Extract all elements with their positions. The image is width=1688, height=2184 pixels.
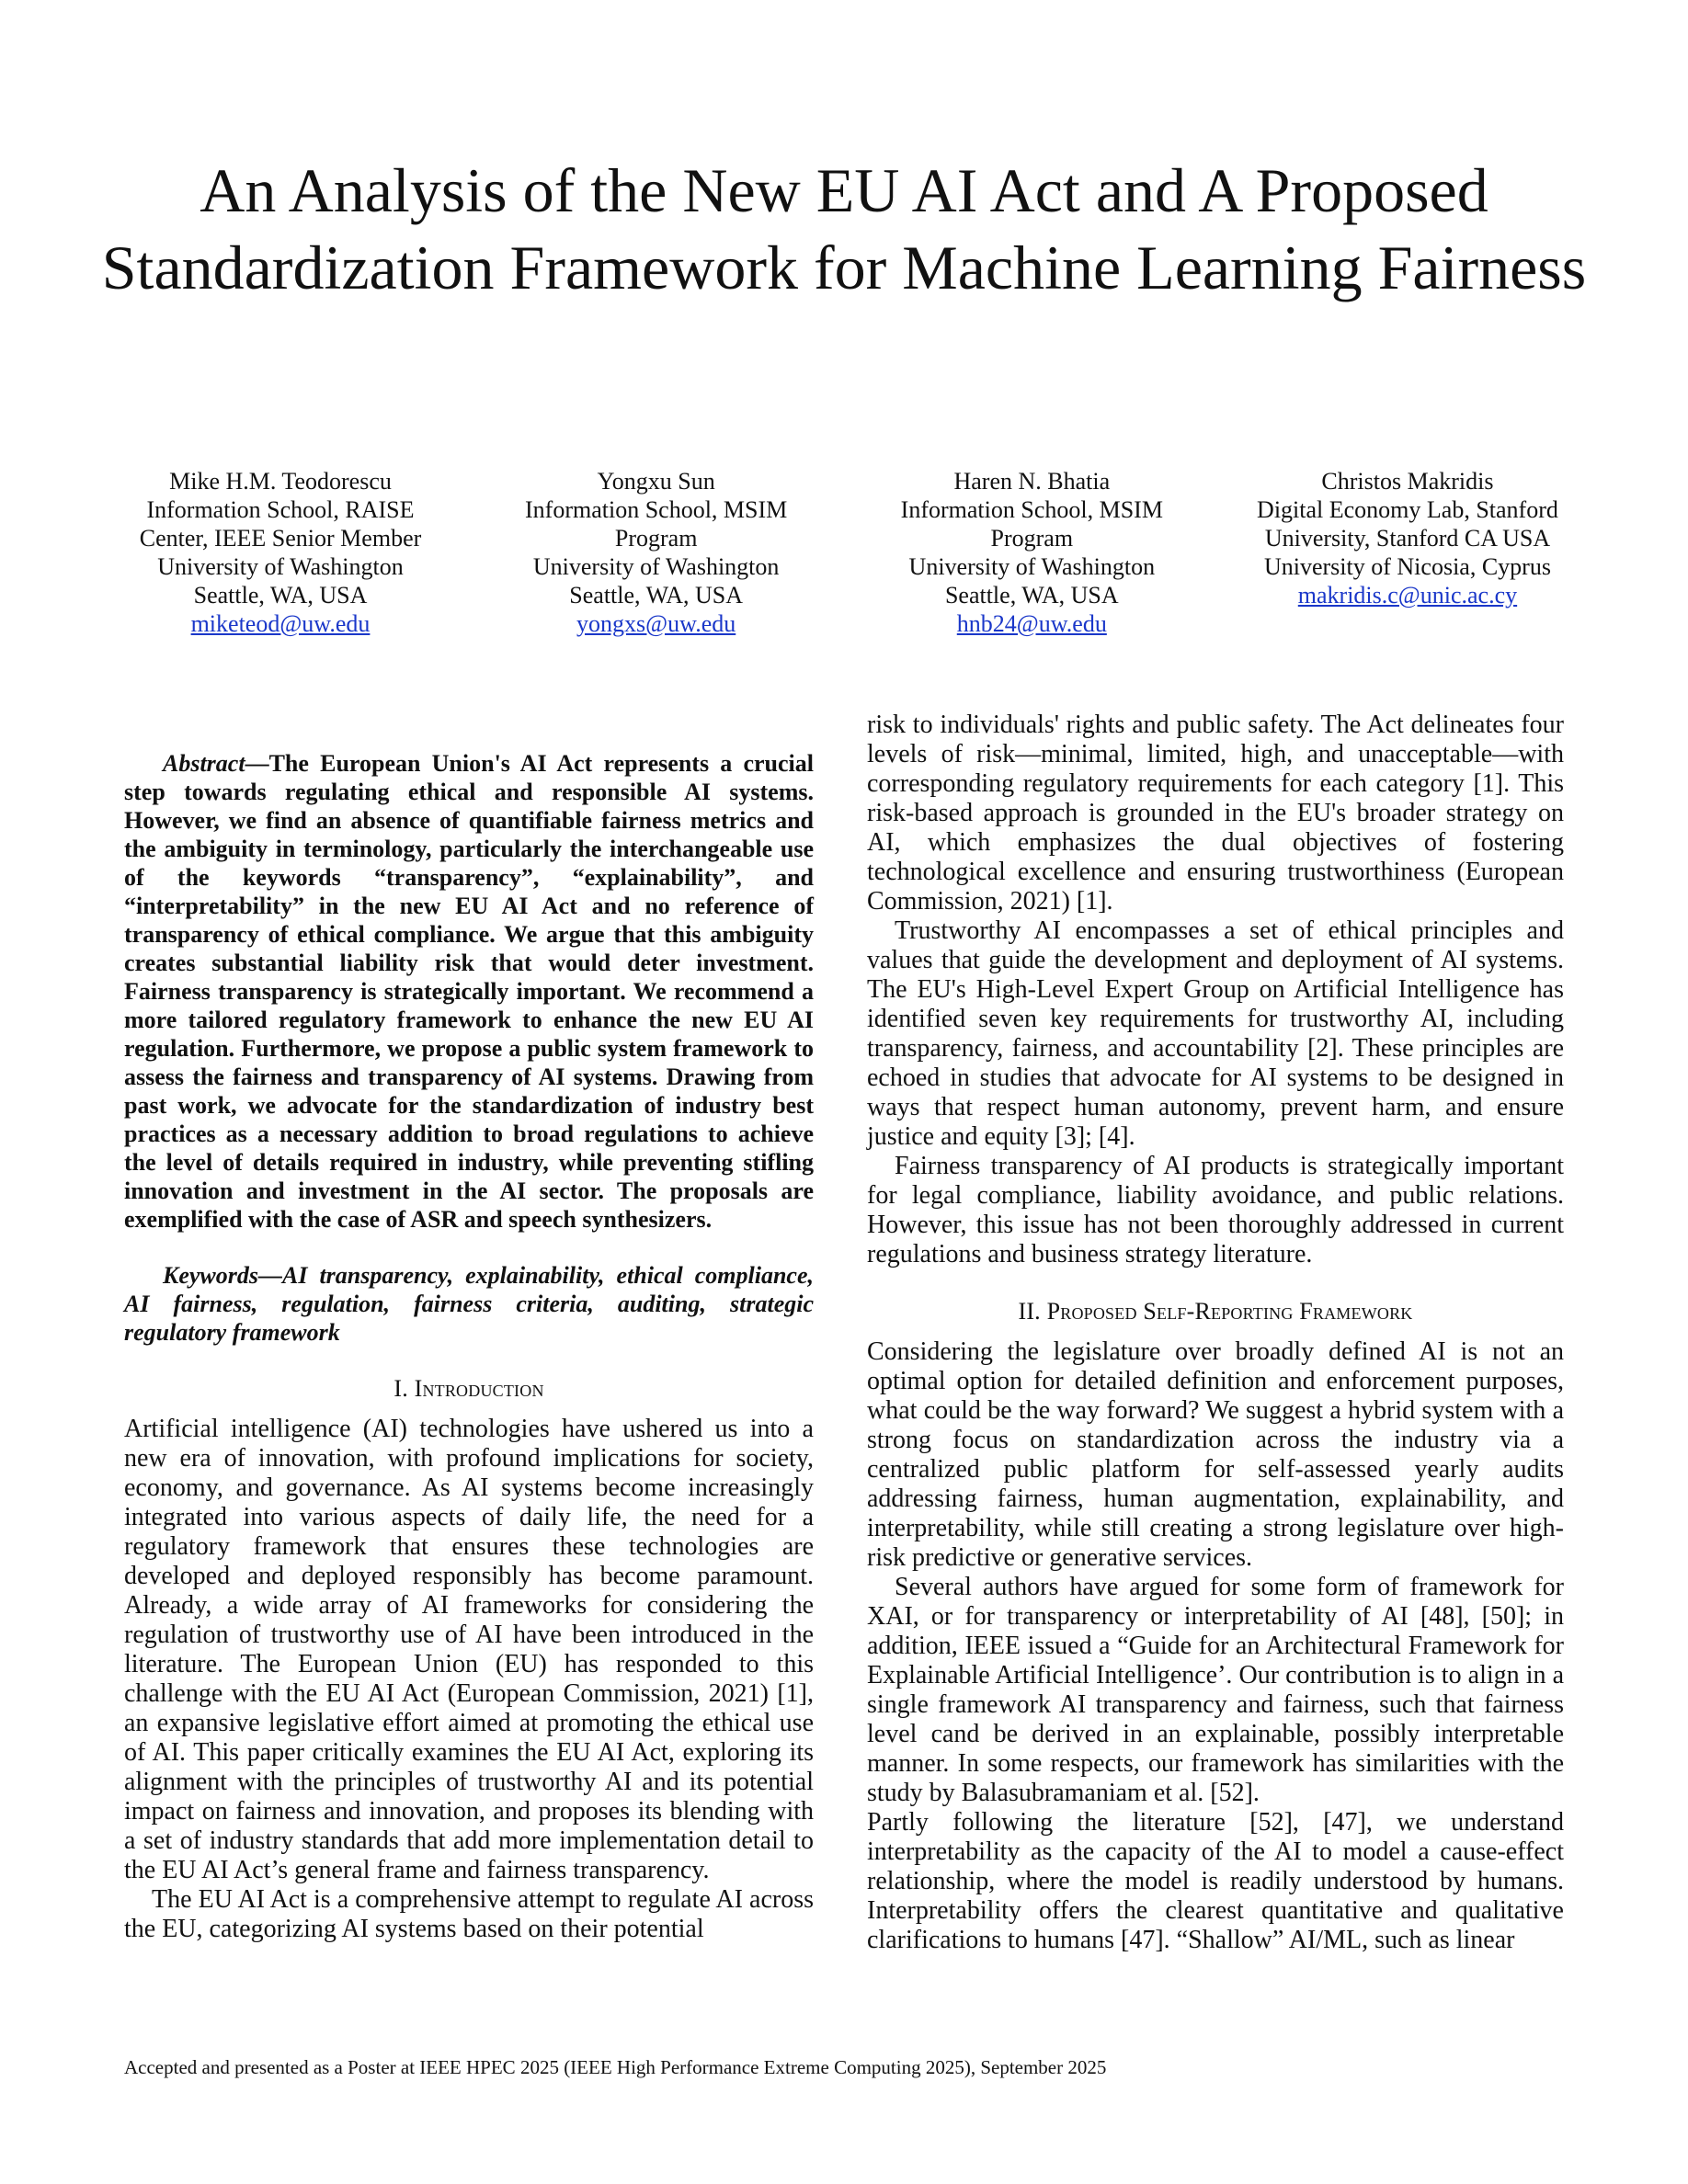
abstract-label: Abstract (163, 750, 245, 777)
footer-note: Accepted and presented as a Poster at IEEE HPEC 2025 (IEEE High Performance Extreme Computing 2025), September 2025 (124, 2056, 1107, 2078)
author-affiliation: Program (990, 525, 1074, 552)
author-affiliation: University of Washington (157, 553, 404, 580)
keywords: Keywords—AI transparency, explainability, ethical compliance, AI fairness, regulation, fairness criteria, auditing, strategic regulatory framework (124, 1262, 814, 1346)
author-affiliation: Seattle, WA, USA (944, 582, 1119, 609)
author-affiliation: Information School, MSIM (525, 496, 788, 523)
left-column (124, 712, 814, 1944)
author-email-link[interactable]: yongxs@uw.edu (576, 610, 736, 637)
author-email-link[interactable]: makridis.c@unic.ac.cy (1297, 582, 1518, 609)
abstract-text: —The European Union's AI Act represents a crucial step towards regulating ethical and responsible AI systems. However, we find an absence of quantifiable fairness metrics and the ambiguity in terminology, particularly the interchangeable use of the keywords “transparency”, “explainability”, and “interpretability” in the new EU AI Act and no reference of transparency of ethical compliance. We argue that this ambiguity creates substantial liability risk that would deter investment. Fairness transparency is strategically important. We recommend a more tailored regulatory framework to enhance the new EU AI regulation. Furthermore, we propose a public system framework to assess the fairness and transparency of AI systems. Drawing from past work, we advocate for the standardization of industry best practices as a necessary addition to broad regulations to achieve the level of details required in industry, while preventing stifling innovation and investment in the AI sector. The proposals are exemplified with the case of ASR and speech synthesizers. (124, 750, 814, 1233)
author-affiliation: Program (614, 525, 698, 552)
body-paragraph: Trustworthy AI encompasses a set of ethical principles and values that guide the development and deployment of AI systems. The EU's High-Level Expert Group on Artificial Intelligence has identified seven key requirements for trustworthy AI, including transparency, fairness, and accountability [2]. These principles are echoed in studies that advocate for AI systems to be designed in ways that respect human autonomy, prevent harm, and ensure justice and equity [3]; [4]. (867, 916, 1564, 1151)
author-affiliation: University of Washington (908, 553, 1156, 580)
author-affiliation: University of Washington (532, 553, 780, 580)
body-paragraph: Artificial intelligence (AI) technologies have ushered us into a new era of innovation, with profound implications for society, economy, and governance. As AI systems become increasingly integrated into various aspects of daily life, the need for a regulatory framework that ensures these technologies are developed and deployed responsibly has become paramount. Already, a wide array of AI frameworks for considering the regulation of trustworthy use of AI have been introduced in the literature. The European Union (EU) has responded to this challenge with the EU AI Act (European Commission, 2021) [1], an expansive legislative effort aimed at promoting the ethical use of AI. This paper critically examines the EU AI Act, exploring its alignment with the principles of trustworthy AI and its potential impact on fairness and innovation, and proposes its blending with a set of industry standards that add more implementation detail to the EU AI Act’s general frame and fairness transparency. (124, 1415, 814, 1884)
author-affiliation: University, Stanford CA USA (1264, 525, 1551, 552)
section-heading-framework: II. Proposed Self-Reporting Framework (1018, 1298, 1413, 1325)
author-name: Yongxu Sun (597, 468, 715, 495)
author-1 (129, 467, 432, 638)
author-4 (1256, 467, 1559, 638)
author-affiliation: Seattle, WA, USA (569, 582, 744, 609)
body-paragraph: Fairness transparency of AI products is strategically important for legal compliance, liability avoidance, and public relations. However, this issue has not been thoroughly addressed in current regulations and business strategy literature. (867, 1152, 1564, 1268)
author-affiliation: Digital Economy Lab, Stanford (1257, 496, 1558, 523)
author-name: Christos Makridis (1321, 468, 1494, 495)
body-paragraph: Partly following the literature [52], [47], we understand interpretability as the capacity of the AI to model a cause-effect relationship, where the model is readily understood by humans. Interpretability offers the clearest quantitative and qualitative clarifications to humans [47]. “Shallow” AI/ML, such as linear (867, 1808, 1564, 1954)
author-affiliation: Seattle, WA, USA (193, 582, 368, 609)
author-affiliation: University of Nicosia, Cyprus (1263, 553, 1551, 580)
author-affiliation: Center, IEEE Senior Member (139, 525, 422, 552)
right-column (867, 711, 1564, 1955)
author-name: Haren N. Bhatia (953, 468, 1111, 495)
section-heading-introduction: I. Introduction (393, 1375, 544, 1402)
author-email-link[interactable]: miketeod@uw.edu (190, 610, 371, 637)
author-email-link[interactable]: hnb24@uw.edu (956, 610, 1107, 637)
paper-title: An Analysis of the New EU AI Act and A Proposed Standardization Framework for Machine Learning Fairness (101, 155, 1587, 302)
body-paragraph: risk to individuals' rights and public safety. The Act delineates four levels of risk—minimal, limited, high, and unacceptable—with corresponding regulatory requirements for each category [1]. This risk-based approach is grounded in the EU's broader strategy on AI, which emphasizes the dual objectives of fostering technological excellence and ensuring trustworthiness (European Commission, 2021) [1]. (867, 711, 1564, 916)
author-3 (880, 467, 1183, 638)
author-affiliation: Information School, RAISE (146, 496, 415, 523)
author-block (129, 467, 1559, 638)
body-paragraph: Considering the legislature over broadly defined AI is not an optimal option for detailed definition and enforcement purposes, what could be the way forward? We suggest a hybrid system with a strong focus on standardization across the industry via a centralized public platform for self-assessed yearly audits addressing fairness, human augmentation, explainability, and interpretability, while still creating a strong legislature over high-risk predictive or generative services. (867, 1337, 1564, 1572)
author-2 (505, 467, 808, 638)
abstract (124, 749, 814, 1234)
author-affiliation: Information School, MSIM (900, 496, 1163, 523)
author-name: Mike H.M. Teodorescu (169, 468, 392, 495)
body-paragraph: The EU AI Act is a comprehensive attempt to regulate AI across the EU, categorizing AI systems based on their potential (124, 1885, 814, 1943)
body-paragraph: Several authors have argued for some form of framework for XAI, or for transparency or interpretability of AI [48], [50]; in addition, IEEE issued a “Guide for an Architectural Framework for Explainable Artificial Intelligence’. Our contribution is to align in a single framework AI transparency and fairness, such that fairness level cand be derived in an explainable, possibly interpretable manner. In some respects, our framework has similarities with the study by Balasubramaniam et al. [52]. (867, 1573, 1564, 1807)
